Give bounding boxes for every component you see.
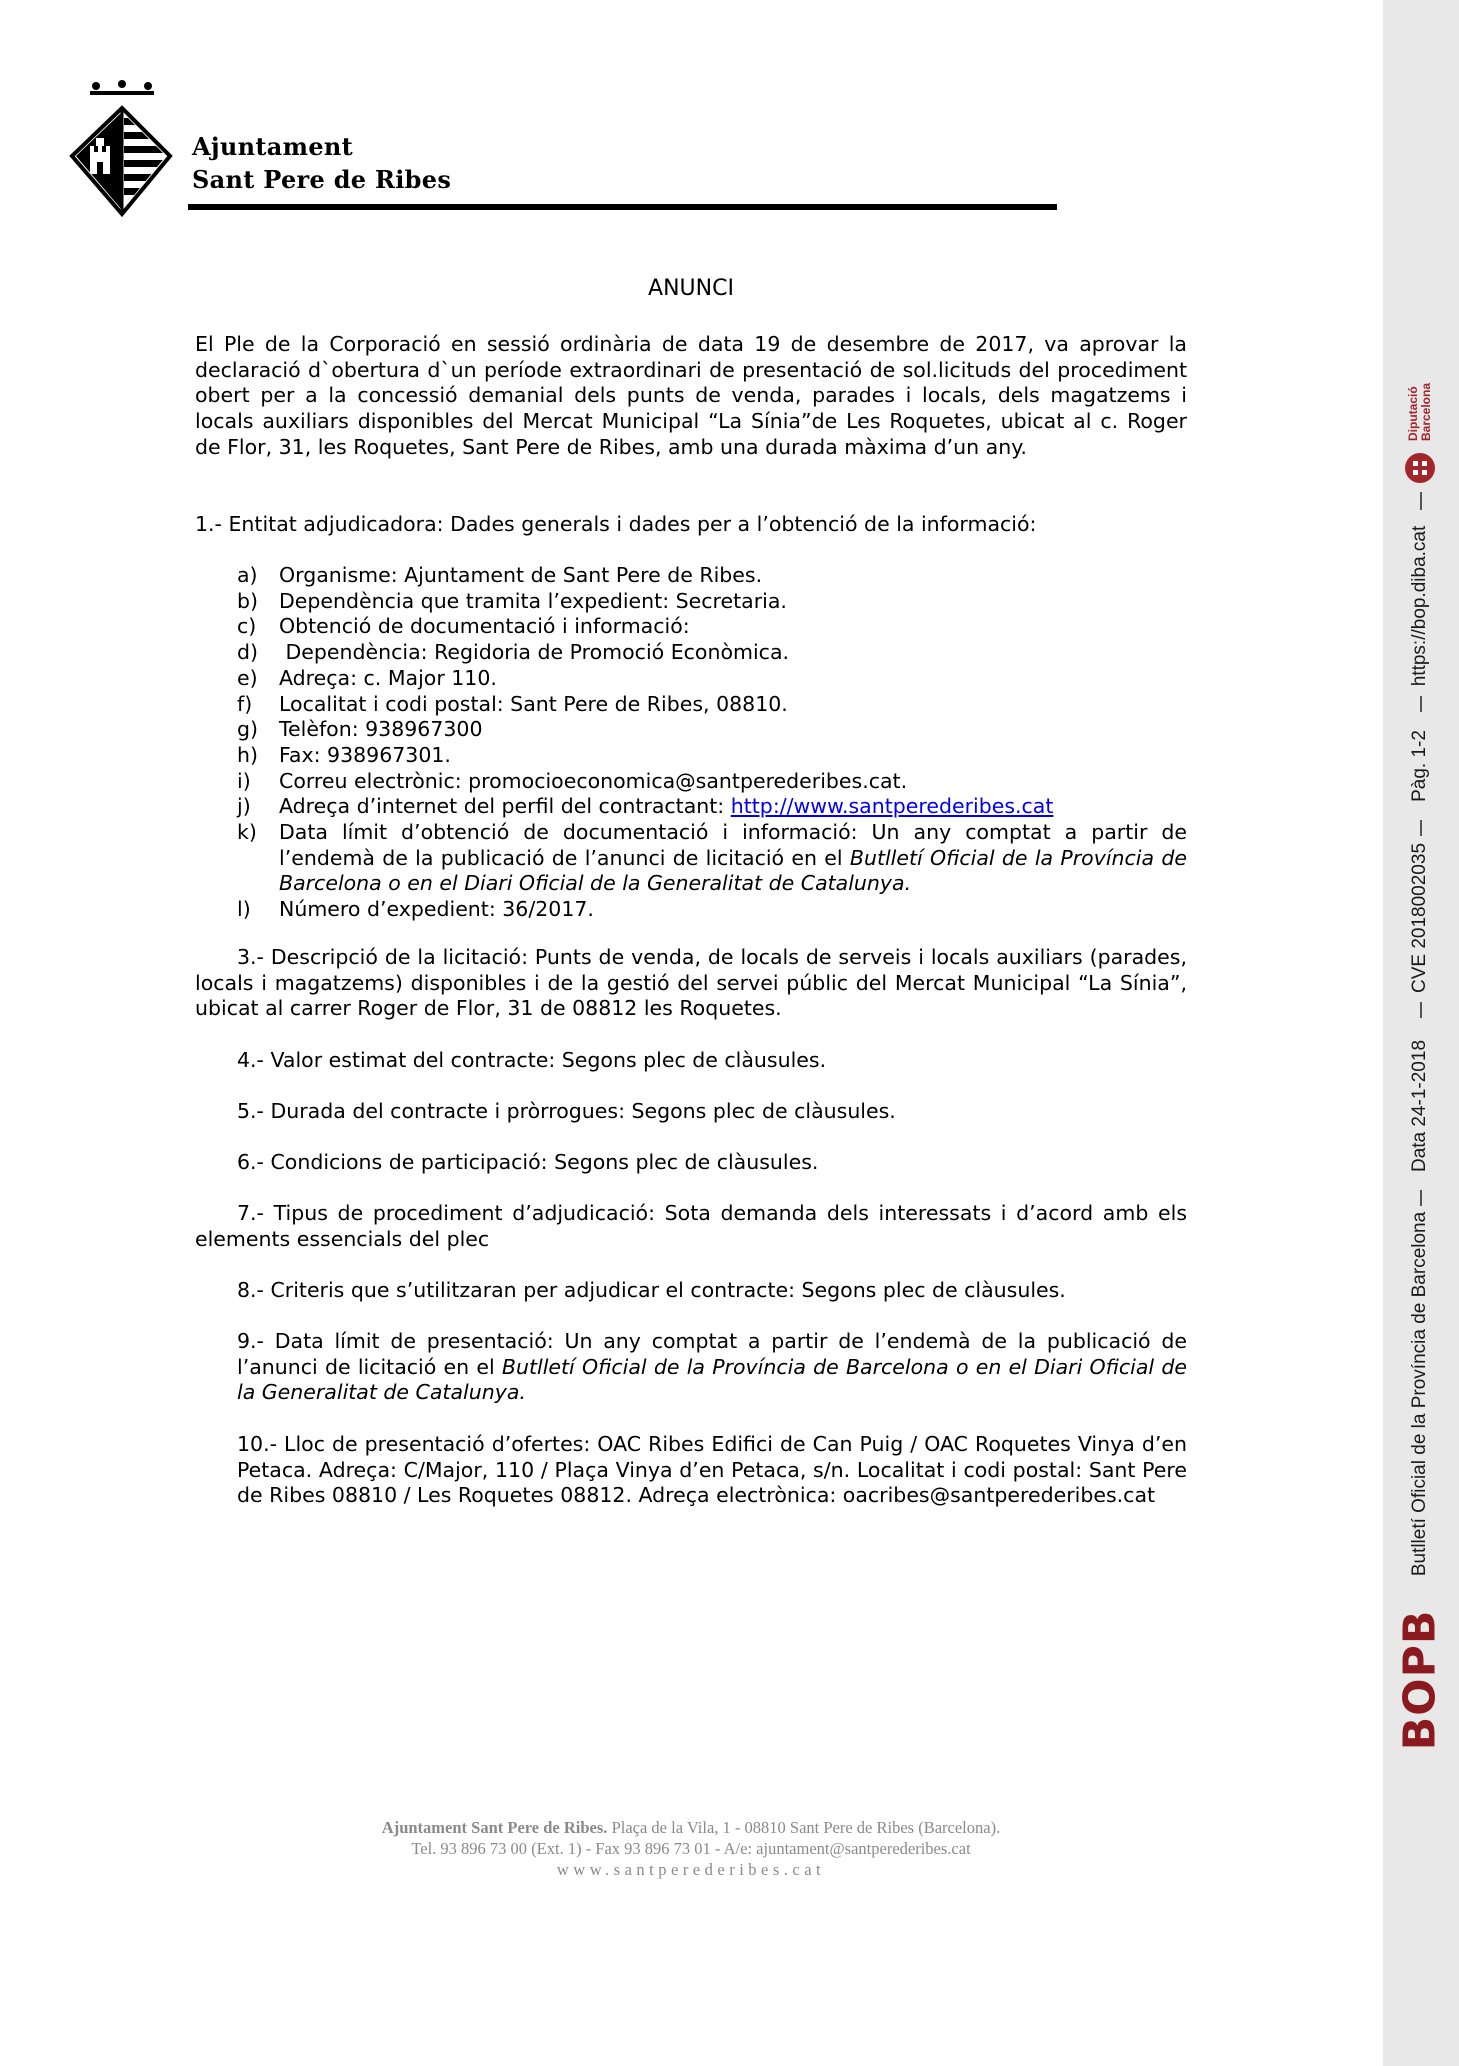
list-item: l) Número d’expedient: 36/2017.: [237, 897, 594, 922]
section-6: 6.- Condicions de participació: Segons plec de clàusules.: [237, 1150, 819, 1174]
section-10: 10.- Lloc de presentació d’ofertes: OAC Ribes Edifici de Can Puig / OAC Roquetes Vinya d’en Petaca. Adreça: C/Major, 110 / Plaça Vinya d’en Petaca, s/n. Localitat i codi postal: Sant Pere de Ribes 08810 / Les Roquetes 08812. Adreça electrònica: oacribes@santperederibes.cat: [237, 1432, 1187, 1508]
list-item: e) Adreça: c. Major 110.: [237, 665, 497, 690]
list-item: k) Data límit d’obtenció de documentació i informació: Un any comptat a partir de l’endemà de la publicació de l’anunci de licitació en el Butlletí Oficial de la Província de Barcelona o en el Diari Oficial de la Generalitat de Catalunya.: [237, 820, 1187, 896]
sidebar-separator: [1420, 696, 1422, 712]
sidebar-separator: [1420, 820, 1422, 836]
footer: [195, 1817, 1187, 1880]
sidebar-separator: [1420, 492, 1422, 510]
list-item: a) Organisme: Ajuntament de Sant Pere de Ribes.: [237, 563, 763, 587]
footer-address: Ajuntament Sant Pere de Ribes. Plaça de la Vila, 1 - 08810 Sant Pere de Ribes (Barcelona).: [381, 1818, 1001, 1837]
section-4: 4.- Valor estimat del contracte: Segons plec de clàusules.: [237, 1048, 827, 1072]
diputacio-logo-icon: [1404, 452, 1436, 484]
sidebar-separator: [1420, 1002, 1422, 1018]
sidebar-url: https://bop.diba.cat: [1409, 525, 1430, 687]
footer-website: www.santperederibes.cat: [556, 1860, 826, 1879]
list-item: g) Telèfon: 938967300: [237, 717, 483, 742]
bopb-sidebar: [1383, 0, 1459, 2066]
list-item: h) Fax: 938967301.: [237, 742, 451, 767]
document-title: ANUNCI: [648, 276, 734, 301]
org-line-2: Sant Pere de Ribes: [192, 165, 452, 194]
section-5: 5.- Durada del contracte i pròrrogues: Segons plec de clàusules.: [237, 1099, 896, 1123]
section-1-heading: 1.- Entitat adjudicadora: Dades generals i dades per a l’obtenció de la informació:: [195, 512, 1037, 536]
municipal-crest-icon: [66, 80, 178, 220]
list-item: d) Dependència: Regidoria de Promoció Econòmica.: [237, 640, 790, 665]
list-item: j) Adreça d’internet del perfil del contractant: http://www.santperederibes.cat: [237, 794, 1054, 819]
sidebar-page: Pàg. 1-2: [1409, 730, 1430, 802]
section-3: 3.- Descripció de la licitació: Punts de venda, de locals de serveis i locals auxiliars (parades, locals i magatzems) disponibles i de la gestió del servei públic del Mercat Municipal “La Sínia”, ubicat al carrer Roger de Flor, 31 de 08812 les Roquetes.: [195, 945, 1187, 1021]
list-item: i) Correu electrònic: promocioeconomica@santperederibes.cat.: [237, 768, 908, 793]
list-item: b) Dependència que tramita l’expedient: Secretaria.: [237, 588, 787, 613]
list-item: f) Localitat i codi postal: Sant Pere de Ribes, 08810.: [237, 691, 788, 716]
section-8: 8.- Criteris que s’utilitzaran per adjudicar el contracte: Segons plec de clàusules.: [237, 1278, 1066, 1302]
profile-label: Adreça d’internet del perfil del contractant:: [279, 794, 731, 819]
bopb-brand: BOPB: [1394, 1609, 1446, 1751]
sidebar-separator: [1420, 1190, 1422, 1206]
header-rule: [188, 204, 1057, 210]
section-7: 7.- Tipus de procediment d’adjudicació: Sota demanda dels interessats i d’acord amb els elements essencials del plec: [195, 1201, 1187, 1251]
org-line-1: Ajuntament: [192, 132, 354, 161]
footer-contact: Tel. 93 896 73 00 (Ext. 1) - Fax 93 896 73 01 - A/e: ajuntament@santperederibes.cat: [411, 1839, 971, 1858]
list-item: c) Obtenció de documentació i informació:: [237, 614, 690, 639]
sidebar-publication: Butlletí Oficial de la Província de Barcelona: [1409, 1211, 1430, 1577]
diputacio-label: Diputació Barcelona: [1406, 382, 1433, 442]
sidebar-date: Data 24-1-2018: [1409, 1039, 1430, 1173]
intro-paragraph: El Ple de la Corporació en sessió ordinària de data 19 de desembre de 2017, va aprovar la declaració d`obertura d`un període extraordinari de presentació de sol.licituds del procediment obert per a la concessió demanial dels punts de venda, parades i locals, dels magatzems i locals auxiliars disponibles del Mercat Municipal “La Sínia”de Les Roquetes, ubicat al c. Roger de Flor, 31, les Roquetes, Sant Pere de Ribes, amb una durada màxima d’un any.: [195, 332, 1187, 459]
sidebar-cve: CVE 2018002035: [1409, 842, 1430, 994]
contractor-profile-link[interactable]: http://www.santperederibes.cat: [730, 794, 1054, 819]
section-9: 9.- Data límit de presentació: Un any comptat a partir de l’endemà de la publicació de l’anunci de licitació en el Butlletí Oficial de la Província de Barcelona o en el Diari Oficial de la Generalitat de Catalunya.: [237, 1329, 1187, 1405]
organization-name: [192, 130, 451, 196]
entity-details-list: [237, 563, 1187, 923]
